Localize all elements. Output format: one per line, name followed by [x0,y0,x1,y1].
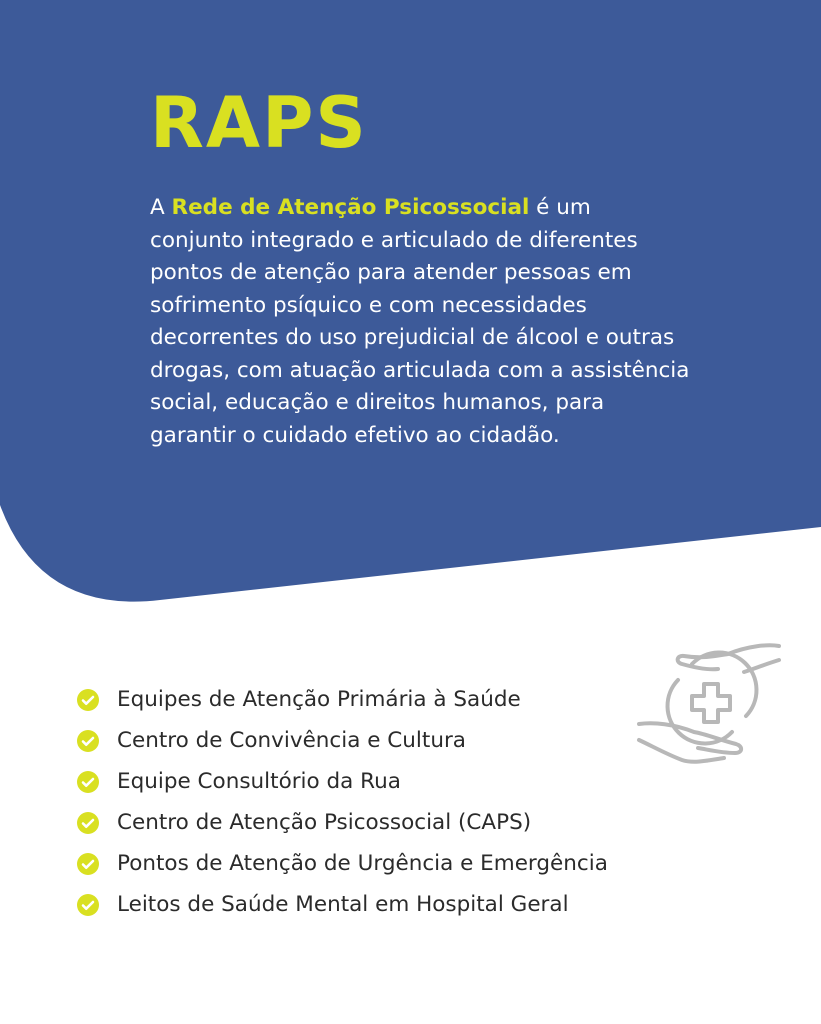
list-item-label: Equipes de Atenção Primária à Saúde [117,687,521,712]
list-item-label: Centro de Atenção Psicossocial (CAPS) [117,810,532,835]
intro-highlight: Rede de Atenção Psicossocial [171,195,530,220]
check-circle-icon [76,688,100,712]
intro-paragraph [150,192,690,452]
services-list [76,679,608,925]
hands-medical-cross-icon [636,636,781,771]
intro-prefix: A [150,195,172,220]
list-item [76,884,608,925]
list-item-label: Centro de Convivência e Cultura [117,728,466,753]
list-item-label: Leitos de Saúde Mental em Hospital Geral [117,892,569,917]
list-item-label: Equipe Consultório da Rua [117,769,401,794]
check-circle-icon [76,811,100,835]
list-item-label: Pontos de Atenção de Urgência e Emergência [117,851,608,876]
check-circle-icon [76,893,100,917]
intro-text: é um conjunto integrado e articulado de diferentes pontos de atenção para atender pessoas em sofrimento psíquico e com necessidades decorrentes do uso prejudicial de álcool e outras drogas, com atuação articulada com a assistência social, educação e direitos humanos, para garantir o cuidado efetivo ao cidadão. [150,195,690,448]
check-circle-icon [76,770,100,794]
list-item [76,843,608,884]
check-circle-icon [76,729,100,753]
list-item [76,720,608,761]
list-item [76,679,608,720]
list-item [76,802,608,843]
list-item [76,761,608,802]
page-title: RAPS [150,82,368,164]
check-circle-icon [76,852,100,876]
